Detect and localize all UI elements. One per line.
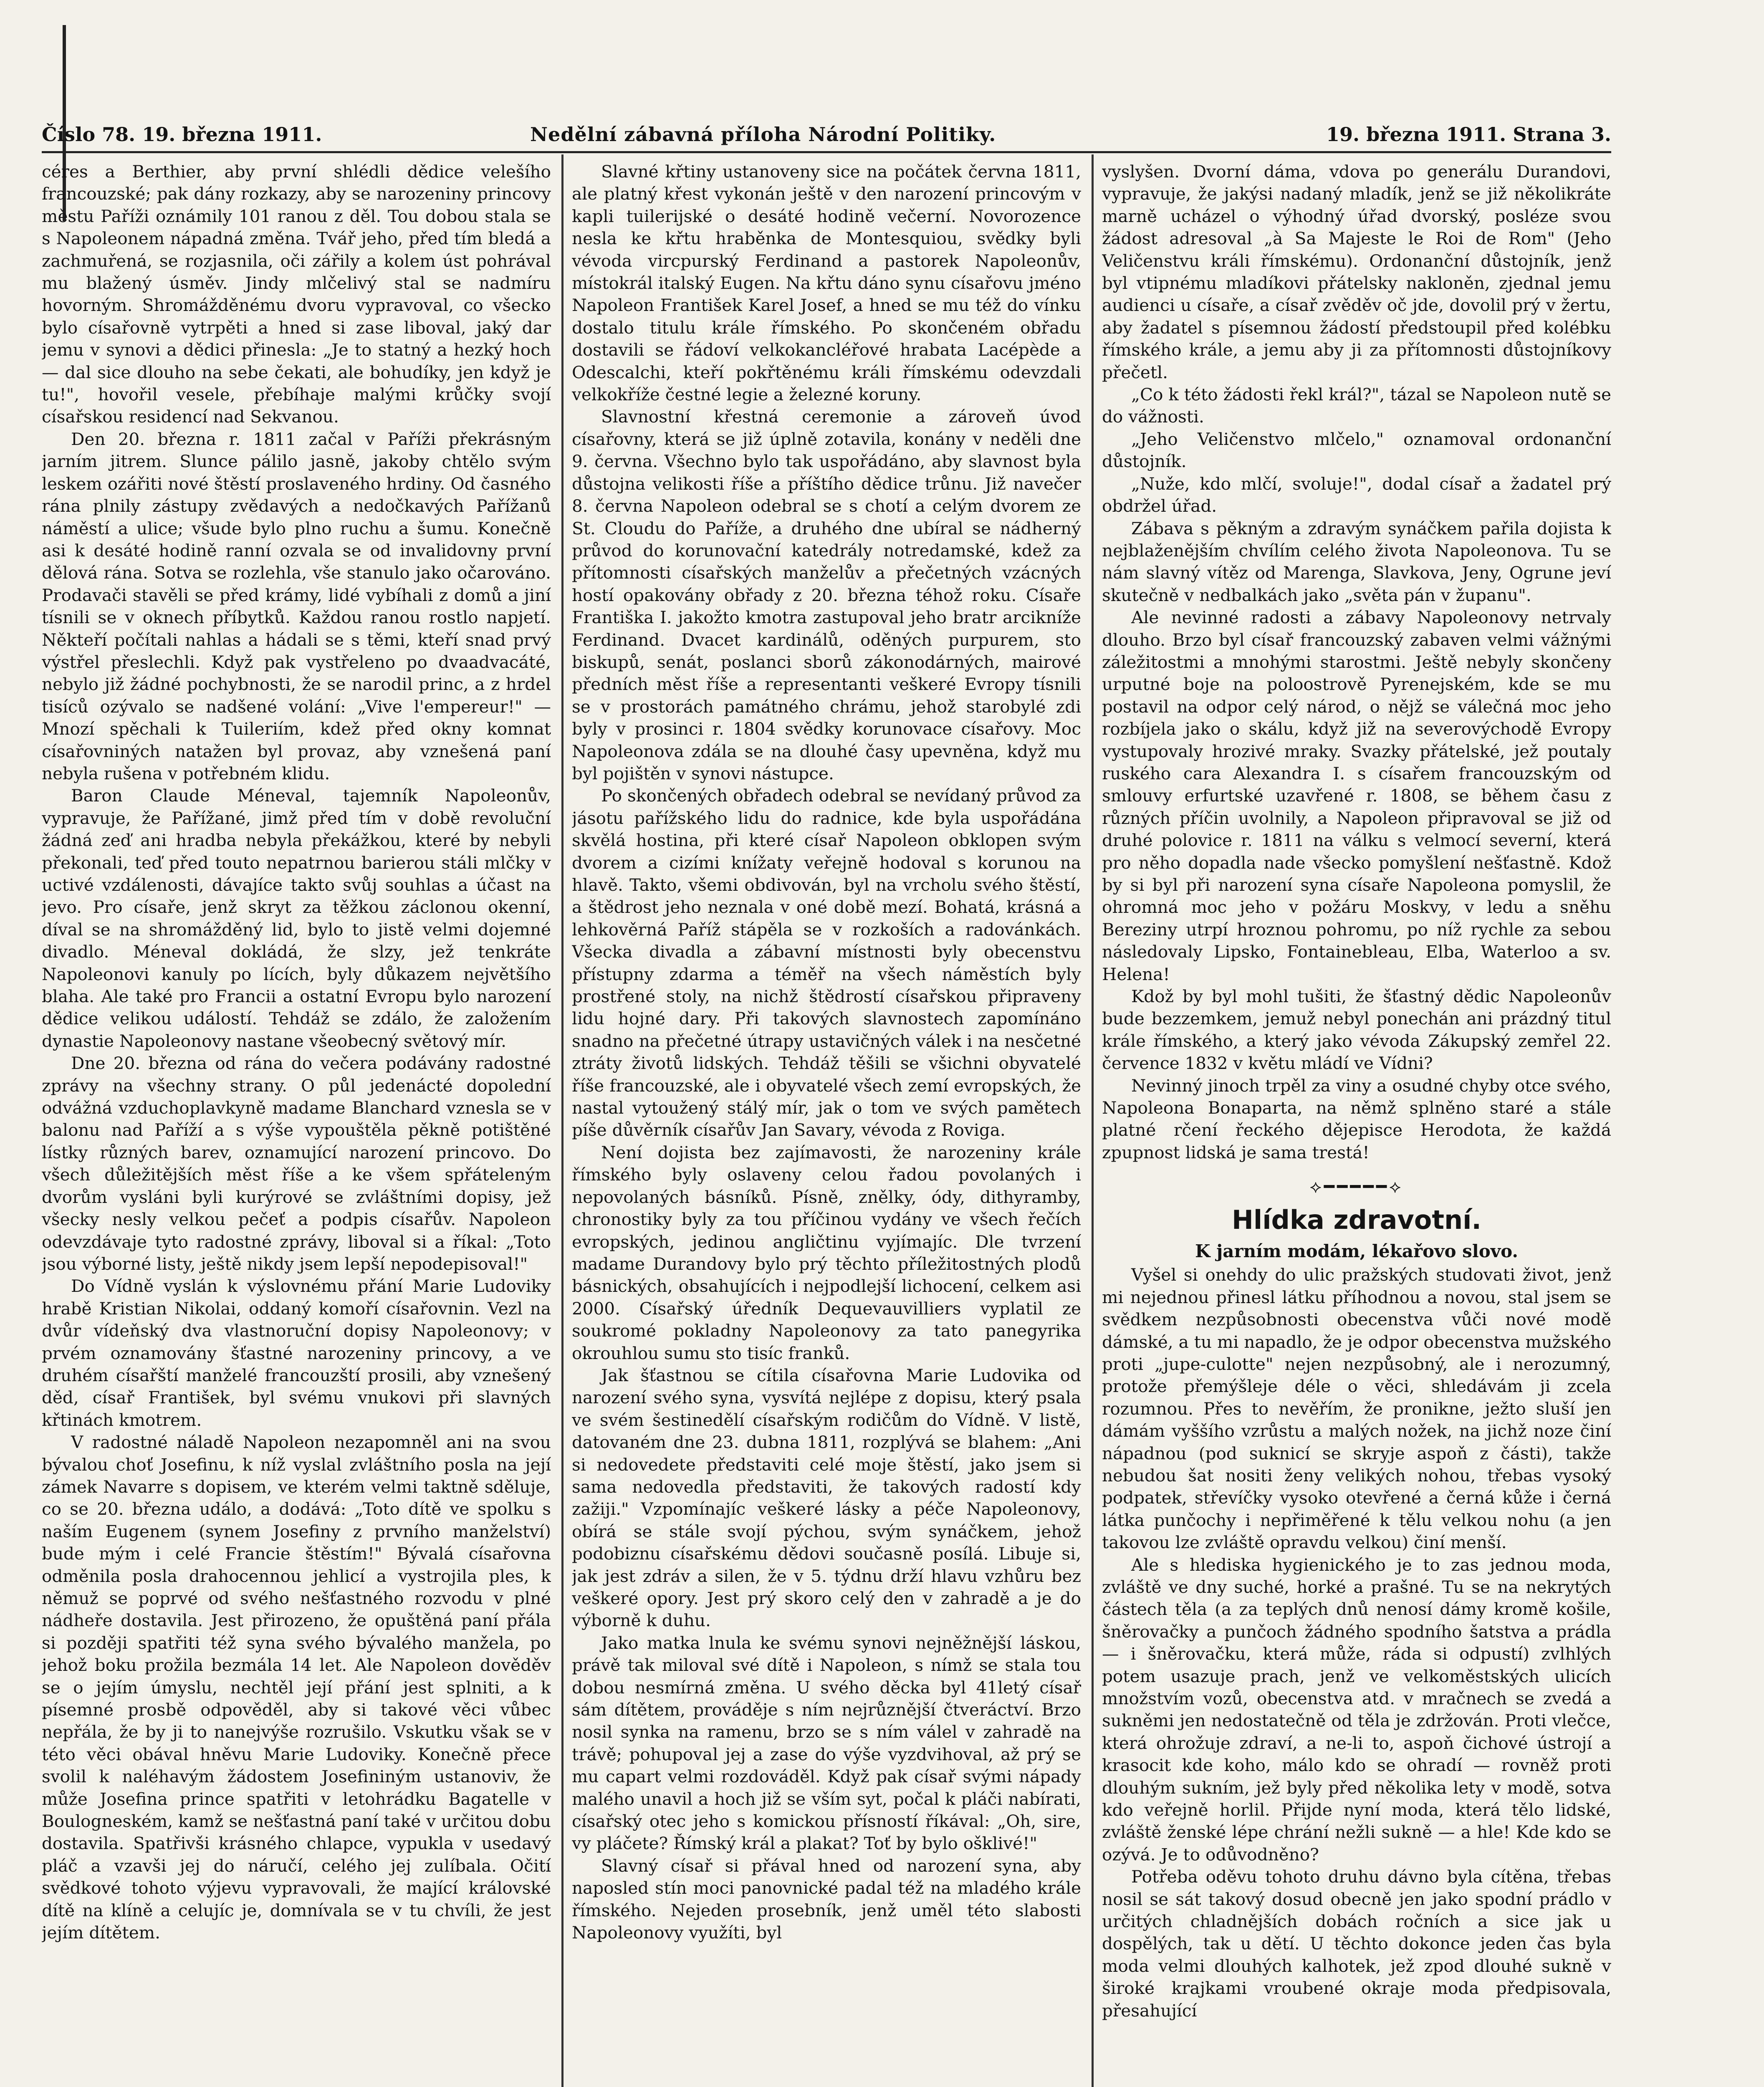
paragraph: Není dojista bez zajímavosti, že narozeniny krále římského byly oslaveny celou řadou povolaných i nepovolaných básníků. Písně, znělky, ódy, dithyramby, chronostiky byly za tou příčinou vydány ve všech řečích evropských, jedinou angličtinu vyjímajíc. Dle tvrzení madame Durandovy bylo prý těchto příležitostných plodů básnických, obsahujících i nejpodlejší lichocení, celkem asi 2000. Císařský úředník Dequevauvilliers vyplatil ze soukromé pokladny Napoleonovy za tato panegyrika okrouhlou sumu sto tisíc franků. bbox=[572, 1142, 1081, 1363]
paragraph: „Nuže, kdo mlčí, svoluje!", dodal císař a žadatel prý obdržel úřad. bbox=[1102, 473, 1611, 516]
column-divider bbox=[561, 154, 564, 2087]
paragraph: Den 20. března r. 1811 začal v Paříži překrásným jarním jitrem. Slunce pálilo jasně, jakoby chtělo svým leskem ozářiti nové štěstí proslaveného hrdiny. Od časného rána plnily zástupy zvědavých a nedočkavých Pařížanů náměstí a ulice; všude bylo plno ruchu a šumu. Konečně asi k desáté hodině ranní ozvala se od invalidovny první dělová rána. Sotva se rozlehla, vše stanulo jako očarováno. Prodavači stavěli se před krámy, lidé vybíhali z domů a jiní tísnili se v oknech příbytků. Každou ranou rostlo napjetí. Někteří počítali nahlas a hádali se s těmi, kteří snad prvý výstřel přeslechli. Když pak vystřeleno po dvaadvacáté, nebylo již žádné pochybnosti, že se narodil princ, a z hrdel tisíců ozývalo se nadšené volání: „Vive l'empereur!" — Mnozí spěchali k Tuileriím, kdež před okny komnat císařovniných natažen byl provaz, aby vznešená paní nebyla rušena v potřebném klidu. bbox=[42, 429, 551, 783]
paragraph: Slavné křtiny ustanoveny sice na počátek června 1811, ale platný křest vykonán ještě v den narození princovým v kapli tuilerijské o desáté hodině večerní. Novorozence nesla ke křtu hraběnka de Montesquiou, svědky byli vévoda vircpurský Ferdinand a pastorek Napoleonův, místokrál italský Eugen. Na křtu dáno synu císařovu jméno Napoleon František Karel Josef, a hned se mu též do vínku dostalo titulu krále římského. Po skončeném obřadu dostavili se řádoví velkokancléřové hrabata Lacépède a Odescalchi, kteří pokřtěnému králi římskému odevzdali velkokříže čestné legie a železné koruny. bbox=[572, 162, 1081, 405]
paragraph: Jako matka lnula ke svému synovi nejněžnější láskou, právě tak miloval své dítě i Napoleon, s nímž se stala tou dobou nesmírná změna. U svého děcka byl 41letý císař sám dítětem, prováděje s ním nejrůznější čtveráctví. Brzo nosil synka na ramenu, brzo se s ním válel v zahradě na trávě; pohupoval jej a zase do výše vyzdvihoval, až prý se mu capart velmi rozdováděl. Když pak císař svými nápady malého unavil a hoch již se vším syt, počal k pláči nabírati, císařský otec jeho s komickou přísností říkával: „Oh, sire, vy pláčete? Římský král a plakat? Toť by bylo ošklivé!" bbox=[572, 1632, 1081, 1854]
paragraph: Slavnostní křestná ceremonie a zároveň úvod císařovny, která se již úplně zotavila, konány v neděli dne 9. června. Všechno bylo tak uspořádáno, aby slavnost byla důstojna velikosti říše a příštího dědice trůnu. Již navečer 8. června Napoleon odebral se s chotí a celým dvorem ze St. Cloudu do Paříže, a druhého dne ubíral se nádherný průvod do korunovační katedrály notredamské, kdež za přítomnosti císařských manželův a přečetných vzácných hostí opakovány obřady z 20. března téhož roku. Císaře Františka I. jakožto kmotra zastupoval jeho bratr arcikníže Ferdinand. Dvacet kardinálů, oděných purpurem, sto biskupů, senát, poslanci sborů zákonodárných, mairové předních měst říše a representanti veškeré Evropy tísnili se v prostorách památného chrámu, jehož starobylé zdi byly v prosinci r. 1804 svědky korunovace císařovy. Moc Napoleonova zdála se na dlouhé časy upevněna, když mu byl pojištěn v synovi nástupce. bbox=[572, 407, 1081, 783]
paragraph: V radostné náladě Napoleon nezapomněl ani na svou bývalou choť Josefinu, k níž vyslal zvláštního posla na její zámek Navarre s dopisem, ve kterém velmi taktně sděluje, co se 20. března událo, a dodává: „Toto dítě ve spolku s naším Eugenem (synem Josefiny z prvního manželství) bude mým i celé Francie štěstím!" Bývalá císařovna odměnila posla drahocennou jehlicí a vystrojila ples, k němuž se poprvé od svého nešťastného rozvodu v plné nádheře dostavila. Jest přirozeno, že opuštěná paní přála si později spatřiti též syna svého bývalého manžela, po jehož boku prožila bezmála 14 let. Ale Napoleon dověděv se o jejím úmyslu, nechtěl její přání jest splniti, a k písemné prosbě odpověděl, aby si takové věci vůbec nepřála, že by ji to nanejvýše rozrušilo. Vskutku však se v této věci obával hněvu Marie Ludoviky. Konečně přece svolil k naléhavým žádostem Josefininým ustanoviv, že může Josefina prince spatřiti v letohrádku Bagatelle v Boulogneském, kamž se nešťastná paní také v určitou dobu dostavila. Spatřivši krásného chlapce, vypukla v usedavý pláč a vzavši jej do náručí, celého jej zulíbala. Očití svědkové tohoto výjevu vypravovali, že mající královské dítě na klíně a celujíc je, domnívala se v tu chvíli, že jest jejím dítětem. bbox=[42, 1432, 551, 1943]
section-ornament: ⟡━━━━━⟡ bbox=[1310, 1176, 1403, 1197]
paragraph: vyslyšen. Dvorní dáma, vdova po generálu Durandovi, vypravuje, že jakýsi nadaný mladík, jenž se již několikráte marně ucházel o výhodný úřad dvorský, posléze svou žádost adresoval „à Sa Majeste le Roi de Rom" (Jeho Veličenstvu králi římskému). Ordonanční důstojník, jenž byl vtipnému mladíkovi přátelsky nakloněn, zjednal jemu audienci u císaře, a císař zvěděv oč jde, dovolil prý v žertu, aby žadatel s písemnou žádostí předstoupil před kolébku římského krále, a jemu aby ji za přítomnosti důstojníkovy přečetl. bbox=[1102, 162, 1611, 382]
paragraph: Kdož by byl mohl tušiti, že šťastný dědic Napoleonův bude bezzemkem, jemuž nebyl ponechán ani prázdný titul krále římského, a který jako vévoda Zákupský zemřel 22. července 1832 v květu mládí ve Vídni? bbox=[1102, 986, 1611, 1074]
paragraph: Nevinný jinoch trpěl za viny a osudné chyby otce svého, Napoleona Bonaparta, na němž splněno staré a stále platné rčení řeckého dějepisce Herodota, že každá zpupnost lidská je sama trestá! bbox=[1102, 1075, 1611, 1162]
paragraph: Zábava s pěkným a zdravým synáčkem pařila dojista k nejblaženějším chvílím celého života Napoleonova. Tu se nám slavný vítěz od Marenga, Slavkova, Jeny, Ogrune jeví skutečně v nedbalkách jako „světa pán v županu". bbox=[1102, 518, 1611, 605]
column-3 bbox=[1102, 161, 1611, 2087]
section-subheading: K jarním modám, lékařovo slovo. bbox=[1195, 1241, 1519, 1262]
header-rule bbox=[42, 151, 1611, 153]
paragraph: Ale nevinné radosti a zábavy Napoleonovy netrvaly dlouho. Brzo byl císař francouzský zabaven velmi vážnými záležitostmi a mnohými starostmi. Ještě nebyly skončeny urputné boje na poloostrově Pyrenejském, kde se mu postavil na odpor celý národ, o nějž se válečná moc jeho rozbíjela jako o skálu, když již na severovýchodě Evropy vystupovaly hrozivé mraky. Svazky přátelské, jež poutaly ruského cara Alexandra I. s císařem francouzským od smlouvy erfurtské uzavřené r. 1808, se během času z různých příčin uvolnily, a Napoleon připravoval se již od druhé polovice r. 1811 na válku s velmocí severní, která pro něho dopadla nade všecko pomyšlení nešťastně. Kdož by si byl při narození syna císaře Napoleona pomyslil, že ohromná moc jeho v požáru Moskvy, v ledu a sněhu Bereziny utrpí hroznou pohromu, po níž rychle za sebou následovaly Lipsko, Fontainebleau, Elba, Waterloo a sv. Helena! bbox=[1102, 607, 1611, 984]
paragraph: Do Vídně vyslán k výslovnému přání Marie Ludoviky hrabě Kristian Nikolai, oddaný komoří císařovnin. Vezl na dvůr vídeňský dva vlastnoruční dopisy Napoleonovy; v prvém oznamovány šťastné narozeniny princovy, a ve druhém císařští manželé francouzští prosili, aby vznešený děd, císař František, byl svému vnukovi při slavných křtinách kmotrem. bbox=[42, 1276, 551, 1430]
paragraph: Jak šťastnou se cítila císařovna Marie Ludovika od narození svého syna, vysvítá nejlépe z dopisu, který psala ve svém šestinedělí císařským rodičům do Vídně. V listě, datovaném dne 23. dubna 1811, rozplývá se blahem: „Ani si nedovedete představiti celé moje štěstí, jako jsem si sama nedovedla představiti, že takových radostí kdy zažiji." Vzpomínajíc veškeré lásky a péče Napoleonovy, obírá se stále svojí pýchou, svým synáčkem, jehož podobiznu císařskému dědovi současně posílá. Libuje si, jak jest zdráv a silen, že v 5. týdnu drží hlavu vzhůru bez veškeré opory. Jest prý skoro celý den v zahradě a je do výborně k duhu. bbox=[572, 1365, 1081, 1631]
paragraph: céres a Berthier, aby první shlédli dědice velešího francouzské; pak dány rozkazy, aby se narozeniny princovy městu Paříži oznámily 101 ranou z děl. Tou dobou stala se s Napoleonem nápadná změna. Tvář jeho, před tím bledá a zachmuřená, se rozjasnila, oči zářily a kolem úst pohrával mu blažený úsměv. Jindy mlčelivý stal se nadmíru hovorným. Shromážděnému dvoru vypravoval, co všecko bylo císařovně vytrpěti a hned si zase liboval, jaký dar jemu v synovi a dědici přinesla: „Je to statný a hezký hoch — dal sice dlouho na sebe čekati, ale bohudíky, jen když je tu!", hovořil vesele, přebíhaje malými krůčky svojí císařskou residencí nad Sekvanou. bbox=[42, 162, 551, 427]
paragraph: Slavný císař si přával hned od narození syna, aby naposled stín moci panovnické padal též na mladého krále římského. Nejeden prosebník, jenž uměl této slabosti Napoleonovy využíti, byl bbox=[572, 1855, 1081, 1943]
header-date-page: 19. března 1911. Strana 3. bbox=[1326, 123, 1611, 146]
paragraph: „Co k této žádosti řekl král?", tázal se Napoleon nutě se do vážnosti. bbox=[1102, 384, 1611, 427]
paragraph: Baron Claude Méneval, tajemník Napoleonův, vypravuje, že Pařížané, jimž před tím v době revoluční žádná zeď ani hradba nebyla překážkou, které by nebyli překonali, teď před touto nepatrnou barierou stáli mlčky v uctivé vzdálenosti, dávajíce takto svůj souhlas a účast na jevo. Pro císaře, jenž skryt za těžkou záclonou okenní, díval se na shromážděný lid, bylo to jistě velmi dojemné divadlo. Méneval dokládá, že slzy, jež tenkráte Napoleonovi kanuly po lících, byly důkazem největšího blaha. Ale také pro Francii a ostatní Evropu bylo narození dědice velikou událostí. Tehdáž se zdálo, že založením dynastie Napoleonovy nastane všeobecný světový mír. bbox=[42, 786, 551, 1051]
page-header bbox=[42, 123, 1611, 152]
column-2 bbox=[572, 161, 1081, 2087]
header-title: Nedělní zábavná příloha Národní Politiky. bbox=[530, 123, 996, 146]
paragraph: Potřeba oděvu tohoto druhu dávno byla cítěna, třebas nosil se sát takový dosud obecně jen jako spodní prádlo v určitých chladnějších dobách ročních a sice jak u dospělých, tak u dětí. U těchto dokonce jeden čas byla moda velmi dlouhých kalhotek, jež zpod dlouhé sukně v široké krajkami vroubené okraje moda předpisovala, přesahující bbox=[1102, 1867, 1611, 2021]
section-heading: Hlídka zdravotní. bbox=[1232, 1205, 1481, 1236]
paragraph: Po skončených obřadech odebral se nevídaný průvod za jásotu pařížského lidu do radnice, kde byla uspořádána skvělá hostina, při které císař Napoleon obklopen svým dvorem a cizími knížaty veřejně hodoval s korunou na hlavě. Takto, všemi obdivován, byl na vrcholu svého štěstí, a štědrost jeho neznala v oné době mezí. Bohatá, krásná a lehkověrná Paříž stápěla se v rozkoších a radovánkách. Všecka divadla a zábavní místnosti byly obecenstvu přístupny zdarma a téměř na všech náměstích byly prostřené stoly, na nichž štědrostí císařskou připraveny lidu hojné dary. Při takových slavnostech zapomínáno snadno na přečetné útrapy ustavičných válek i na nesčetné ztráty životů lidských. Tehdáž těšili se všichni obyvatelé říše francouzské, ale i obyvatelé všech zemí evropských, že nastal vytoužený stálý mír, jak o tom ve svých pamětech píše důvěrník císařův Jan Savary, vévoda z Roviga. bbox=[572, 786, 1081, 1140]
column-divider bbox=[1092, 154, 1094, 2087]
paragraph: „Jeho Veličenstvo mlčelo," oznamoval ordonanční důstojník. bbox=[1102, 429, 1611, 472]
paragraph: Vyšel si onehdy do ulic pražských studovati život, jenž mi nejednou přinesl látku příhodnou a novou, stal jsem se svědkem nezpůsobnosti obecenstva vůči nové modě dámské, a tu mi napadlo, že je odpor obecenstva mužského proti „jupe-culotte" nejen nezpůsobný, ale i nerozumný, protože přemýšleje déle o věci, shledávám ji zcela rozumnou. Přes to nevěřím, že pronikne, ježto sluší jen dámám vyššího vzrůstu a malých nožek, na jichž noze činí nápadnou (pod suknicí se skryje aspoň z části), takže nebudou šat nositi ženy velikých nohou, třebas vysoký podpatek, střevíčky vysoko otevřené a černá kůže i černá látka punčochy i nepřiměřené k tělu velkou nohu (a jen takovou lze zvláště opravdu velkou) činí menší. bbox=[1102, 1265, 1611, 1553]
header-issue: Číslo 78. 19. března 1911. bbox=[42, 123, 322, 146]
column-1 bbox=[42, 161, 551, 2087]
paragraph: Dne 20. března od rána do večera podávány radostné zprávy na všechny strany. O půl jedenácté dopolední odvážná vzduchoplavkyně madame Blanchard vznesla se v balonu nad Paříží a s výše vypouštěla pěkně potištěné lístky různých barev, oznamující narození princovo. Do všech důležitějších měst říše a ke všem spřáteleným dvorům vysláni byli kurýrové se zvláštními dopisy, jež všecky nesly velkou pečeť a podpis císařův. Napoleon odevzdávaje tyto radostné zprávy, liboval si a říkal: „Toto jsou výborné listy, ještě nikdy jsem lepší nepodepisoval!" bbox=[42, 1053, 551, 1274]
paragraph: Ale s hlediska hygienického je to zas jednou moda, zvláště ve dny suché, horké a prašné. Tu se na nekrytých částech těla (a za teplých dnů nenosí dámy kromě košile, šněrovačky a punčoch žádného spodního šatstva a prádla — i šněrovačku, která může, ráda si odpustí) zvlhlých potem usazuje prach, jenž ve velkoměstských ulicích množstvím vozů, obecenstva atd. v mračnech se zvedá a sukněmi jen nedostatečně od těla je zdržován. Proti vlečce, která ohrožuje zdraví, a ne-li to, aspoň čichové ústrojí a krasocit kde koho, málo kdo se ohradí — rovněž proti dlouhým sukním, jež byly před několika lety v modě, sotva kdo veřejně horlil. Přijde nyní moda, která tělo lidské, zvláště ženské lépe chrání nežli sukně — a hle! Kde kdo se ozývá. Je to odůvodněno? bbox=[1102, 1554, 1611, 1865]
